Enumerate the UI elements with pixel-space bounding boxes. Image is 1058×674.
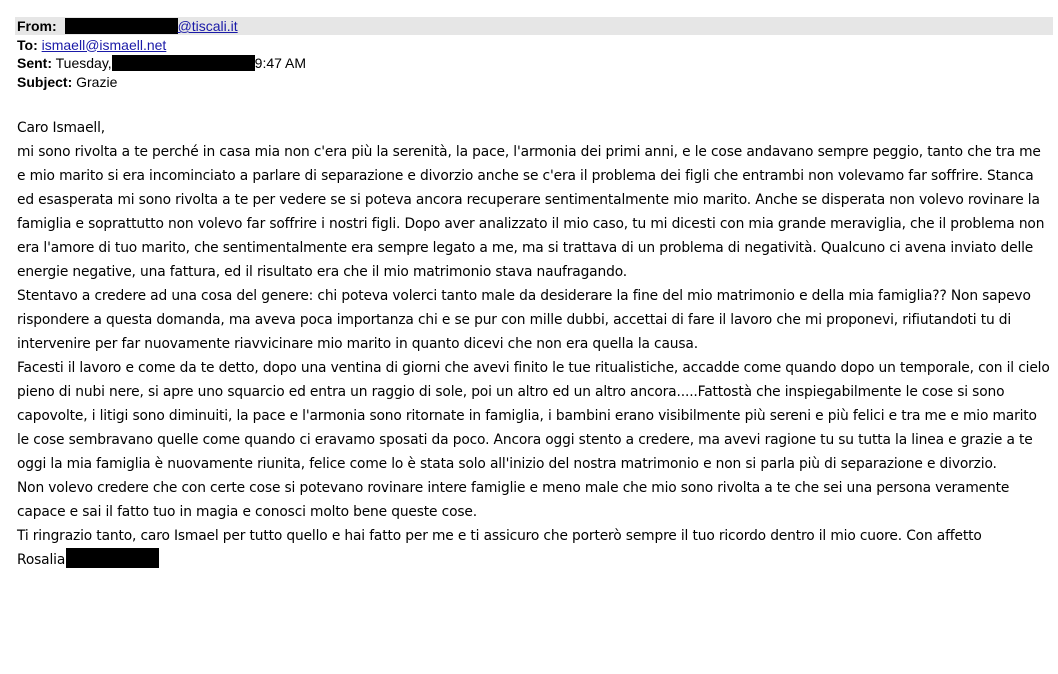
redacted-surname	[66, 548, 159, 568]
subject-label: Subject:	[17, 73, 73, 90]
body-paragraph: Stentavo a credere ad una cosa del genere: chi poteva volerci tanto male da desiderare la fine del mio matrimonio e della mia famiglia?? Non sapevo rispondere a questa domanda, ma aveva poca importanza chi e se pur con mille dubbi, accettai di fare il lavoro che mi proponevi, rifiutandoti tu di intervenire per far nuovamente riavvicinare mio marito in quanto dicevi che non era quella la causa.	[17, 288, 1031, 352]
from-label: From:	[17, 18, 57, 34]
subject-value: Grazie	[76, 73, 118, 90]
email-header	[17, 17, 1047, 91]
email-body	[17, 116, 1053, 572]
body-paragraph: mi sono rivolta a te perché in casa mia non c'era più la serenità, la pace, l'armonia dei primi anni, e le cose andavano sempre peggio, tanto che tra me e mio marito si era incominciato a parlare di separazione e divorzio anche se c'era il problema dei figli che entrambi non volevamo far soffrire. Stanca ed esasperata mi sono rivolta a te per vedere se si poteva ancora recuperare sentimentalmente mio marito. Anche se disperata non volevo rovinare la famiglia e soprattutto non volevo far soffrire i nostri figli. Dopo aver analizzato il mio caso, tu mi dicesti con mia grande meraviglia, che il problema non era l'amore di tuo marito, che sentimentalmente era sempre legato a me, ma si trattava di un problema di negatività. Qualcuno ci avena inviato delle energie negative, una fattura, ed il risultato era che il mio matrimonio stava naufragando.	[17, 144, 1045, 280]
sent-day: Tuesday,	[55, 55, 112, 71]
from-row	[17, 17, 1047, 36]
signature-line	[17, 548, 1053, 572]
to-label: To:	[17, 36, 38, 53]
sent-time: 9:47 AM	[254, 55, 307, 71]
to-email-link[interactable]: ismaell@ismaell.net	[41, 36, 167, 53]
body-paragraph: Non volevo credere che con certe cose si potevano rovinare intere famiglie e meno male che mio sono rivolta a te che sei una persona veramente capace e sai il fatto tuo in magia e conosci molto bene queste cose.	[17, 480, 1010, 520]
from-email-link[interactable]: @tiscali.it	[177, 18, 238, 34]
redacted-sender-name	[65, 18, 178, 34]
subject-row	[17, 73, 1047, 92]
body-paragraph: Facesti il lavoro e come da te detto, dopo una ventina di giorni che avevi finito le tue ritualistiche, accadde come quando dopo un temporale, con il cielo pieno di nubi nere, si apre uno squarcio ed entra un raggio di sole, poi un altro ed un altro ancora.....Fattostà che inspiegabilmente le cose si sono capovolte, i litigi sono diminuiti, la pace e l'armonia sono ritornate in famiglia, i bambini erano visibilmente più sereni e più felici e tra me e mio marito le cose sembravano quelle come quando ci eravamo sposati da poco. Ancora oggi stento a credere, ma avevi ragione tu su tutta la linea e grazie a te oggi la mia famiglia è nuovamente riunita, felice come lo è stata solo all'inizio del nostra matrimonio e non si parla più di separazione e divorzio.	[17, 360, 1050, 472]
sent-label: Sent:	[17, 55, 52, 71]
signature-name: Rosalia	[17, 552, 66, 568]
greeting: Caro Ismaell,	[17, 120, 106, 136]
body-paragraph: Ti ringrazio tanto, caro Ismael per tutto quello e hai fatto per me e ti assicuro che porterò sempre il tuo ricordo dentro il mio cuore. Con affetto	[17, 528, 982, 544]
sent-row	[17, 54, 1047, 73]
to-row	[17, 36, 1047, 55]
redacted-sent-date	[112, 55, 255, 71]
